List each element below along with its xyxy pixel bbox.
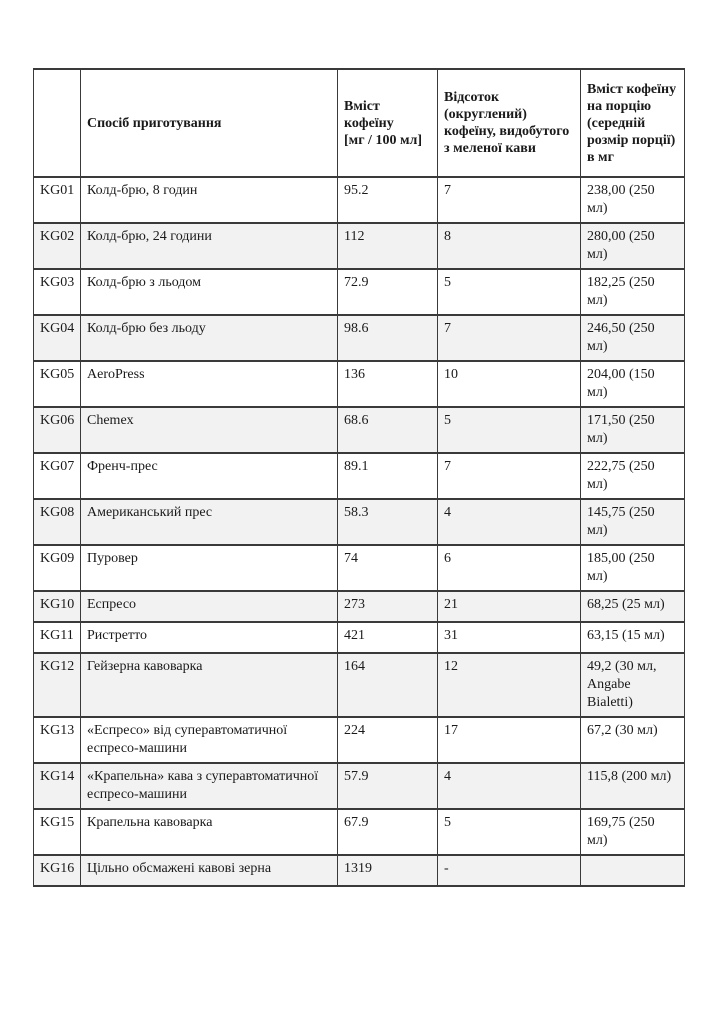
cell-id: KG09: [34, 545, 81, 591]
cell-per-serving: 169,75 (250 мл): [581, 809, 685, 855]
cell-method: Крапельна кавоварка: [81, 809, 338, 855]
cell-caffeine: 421: [338, 622, 438, 653]
table-row: [34, 269, 685, 315]
cell-percent: 5: [438, 269, 581, 315]
cell-method: Цільно обсмажені кавові зерна: [81, 855, 338, 886]
cell-id: KG11: [34, 622, 81, 653]
cell-id: KG06: [34, 407, 81, 453]
cell-caffeine: 98.6: [338, 315, 438, 361]
cell-id: KG05: [34, 361, 81, 407]
cell-per-serving: 238,00 (250 мл): [581, 177, 685, 223]
cell-method: Френч-прес: [81, 453, 338, 499]
cell-caffeine: 112: [338, 223, 438, 269]
cell-percent: 7: [438, 177, 581, 223]
cell-id: KG01: [34, 177, 81, 223]
cell-per-serving: 171,50 (250 мл): [581, 407, 685, 453]
cell-method: Пуровер: [81, 545, 338, 591]
table-row: [34, 591, 685, 622]
cell-caffeine: 58.3: [338, 499, 438, 545]
cell-per-serving: 246,50 (250 мл): [581, 315, 685, 361]
cell-method: «Крапельна» кава з суперавтоматичної еспресо-машини: [81, 763, 338, 809]
cell-id: KG10: [34, 591, 81, 622]
cell-per-serving: 115,8 (200 мл): [581, 763, 685, 809]
table-row: [34, 763, 685, 809]
header-cell-percent: Відсоток (округлений) кофеїну, видобутого з меленої кави: [438, 69, 581, 177]
cell-id: KG14: [34, 763, 81, 809]
cell-percent: 7: [438, 315, 581, 361]
table-row: [34, 653, 685, 717]
cell-method: Еспресо: [81, 591, 338, 622]
cell-id: KG13: [34, 717, 81, 763]
cell-caffeine: 72.9: [338, 269, 438, 315]
cell-id: KG08: [34, 499, 81, 545]
header-row: [34, 69, 685, 177]
cell-caffeine: 273: [338, 591, 438, 622]
cell-per-serving: 145,75 (250 мл): [581, 499, 685, 545]
cell-id: KG16: [34, 855, 81, 886]
cell-method: Колд-брю з льодом: [81, 269, 338, 315]
cell-method: Гейзерна кавоварка: [81, 653, 338, 717]
cell-id: KG07: [34, 453, 81, 499]
cell-method: Американський прес: [81, 499, 338, 545]
cell-caffeine: 1319: [338, 855, 438, 886]
cell-caffeine: 136: [338, 361, 438, 407]
cell-caffeine: 74: [338, 545, 438, 591]
cell-id: KG12: [34, 653, 81, 717]
cell-caffeine: 224: [338, 717, 438, 763]
cell-method: Колд-брю, 24 години: [81, 223, 338, 269]
header-cell-id: [34, 69, 81, 177]
cell-method: Колд-брю без льоду: [81, 315, 338, 361]
cell-percent: 4: [438, 763, 581, 809]
cell-method: Chemex: [81, 407, 338, 453]
cell-id: KG04: [34, 315, 81, 361]
table-row: [34, 223, 685, 269]
header-cell-method: Спосіб приготування: [81, 69, 338, 177]
header-cell-caffeine: Вміст кофеїну [мг / 100 мл]: [338, 69, 438, 177]
cell-method: Колд-брю, 8 годин: [81, 177, 338, 223]
header-cell-per-serving: Вміст кофеїну на порцію (середній розмір порції) в мг: [581, 69, 685, 177]
cell-per-serving: [581, 855, 685, 886]
table-row: [34, 545, 685, 591]
cell-per-serving: 185,00 (250 мл): [581, 545, 685, 591]
cell-caffeine: 95.2: [338, 177, 438, 223]
cell-per-serving: 49,2 (30 мл, Angabe Bialetti): [581, 653, 685, 717]
table-row: [34, 499, 685, 545]
cell-percent: 21: [438, 591, 581, 622]
cell-percent: 6: [438, 545, 581, 591]
cell-method: AeroPress: [81, 361, 338, 407]
cell-per-serving: 63,15 (15 мл): [581, 622, 685, 653]
cell-id: KG02: [34, 223, 81, 269]
caffeine-table: [33, 68, 685, 887]
cell-id: KG03: [34, 269, 81, 315]
cell-per-serving: 182,25 (250 мл): [581, 269, 685, 315]
cell-percent: 31: [438, 622, 581, 653]
table-row: [34, 717, 685, 763]
table-row: [34, 622, 685, 653]
cell-caffeine: 164: [338, 653, 438, 717]
cell-percent: 12: [438, 653, 581, 717]
cell-caffeine: 67.9: [338, 809, 438, 855]
table-row: [34, 177, 685, 223]
table-row: [34, 361, 685, 407]
cell-per-serving: 280,00 (250 мл): [581, 223, 685, 269]
cell-per-serving: 67,2 (30 мл): [581, 717, 685, 763]
cell-method: «Еспресо» від суперавтоматичної еспресо-машини: [81, 717, 338, 763]
table-body: [34, 177, 685, 886]
cell-method: Ристретто: [81, 622, 338, 653]
cell-id: KG15: [34, 809, 81, 855]
table-row: [34, 407, 685, 453]
cell-percent: 5: [438, 407, 581, 453]
cell-caffeine: 89.1: [338, 453, 438, 499]
cell-percent: -: [438, 855, 581, 886]
cell-per-serving: 204,00 (150 мл): [581, 361, 685, 407]
cell-per-serving: 222,75 (250 мл): [581, 453, 685, 499]
cell-caffeine: 68.6: [338, 407, 438, 453]
cell-percent: 4: [438, 499, 581, 545]
cell-per-serving: 68,25 (25 мл): [581, 591, 685, 622]
table-row: [34, 809, 685, 855]
cell-percent: 8: [438, 223, 581, 269]
table-row: [34, 855, 685, 886]
cell-caffeine: 57.9: [338, 763, 438, 809]
cell-percent: 17: [438, 717, 581, 763]
cell-percent: 10: [438, 361, 581, 407]
table-row: [34, 315, 685, 361]
table-row: [34, 453, 685, 499]
cell-percent: 5: [438, 809, 581, 855]
cell-percent: 7: [438, 453, 581, 499]
